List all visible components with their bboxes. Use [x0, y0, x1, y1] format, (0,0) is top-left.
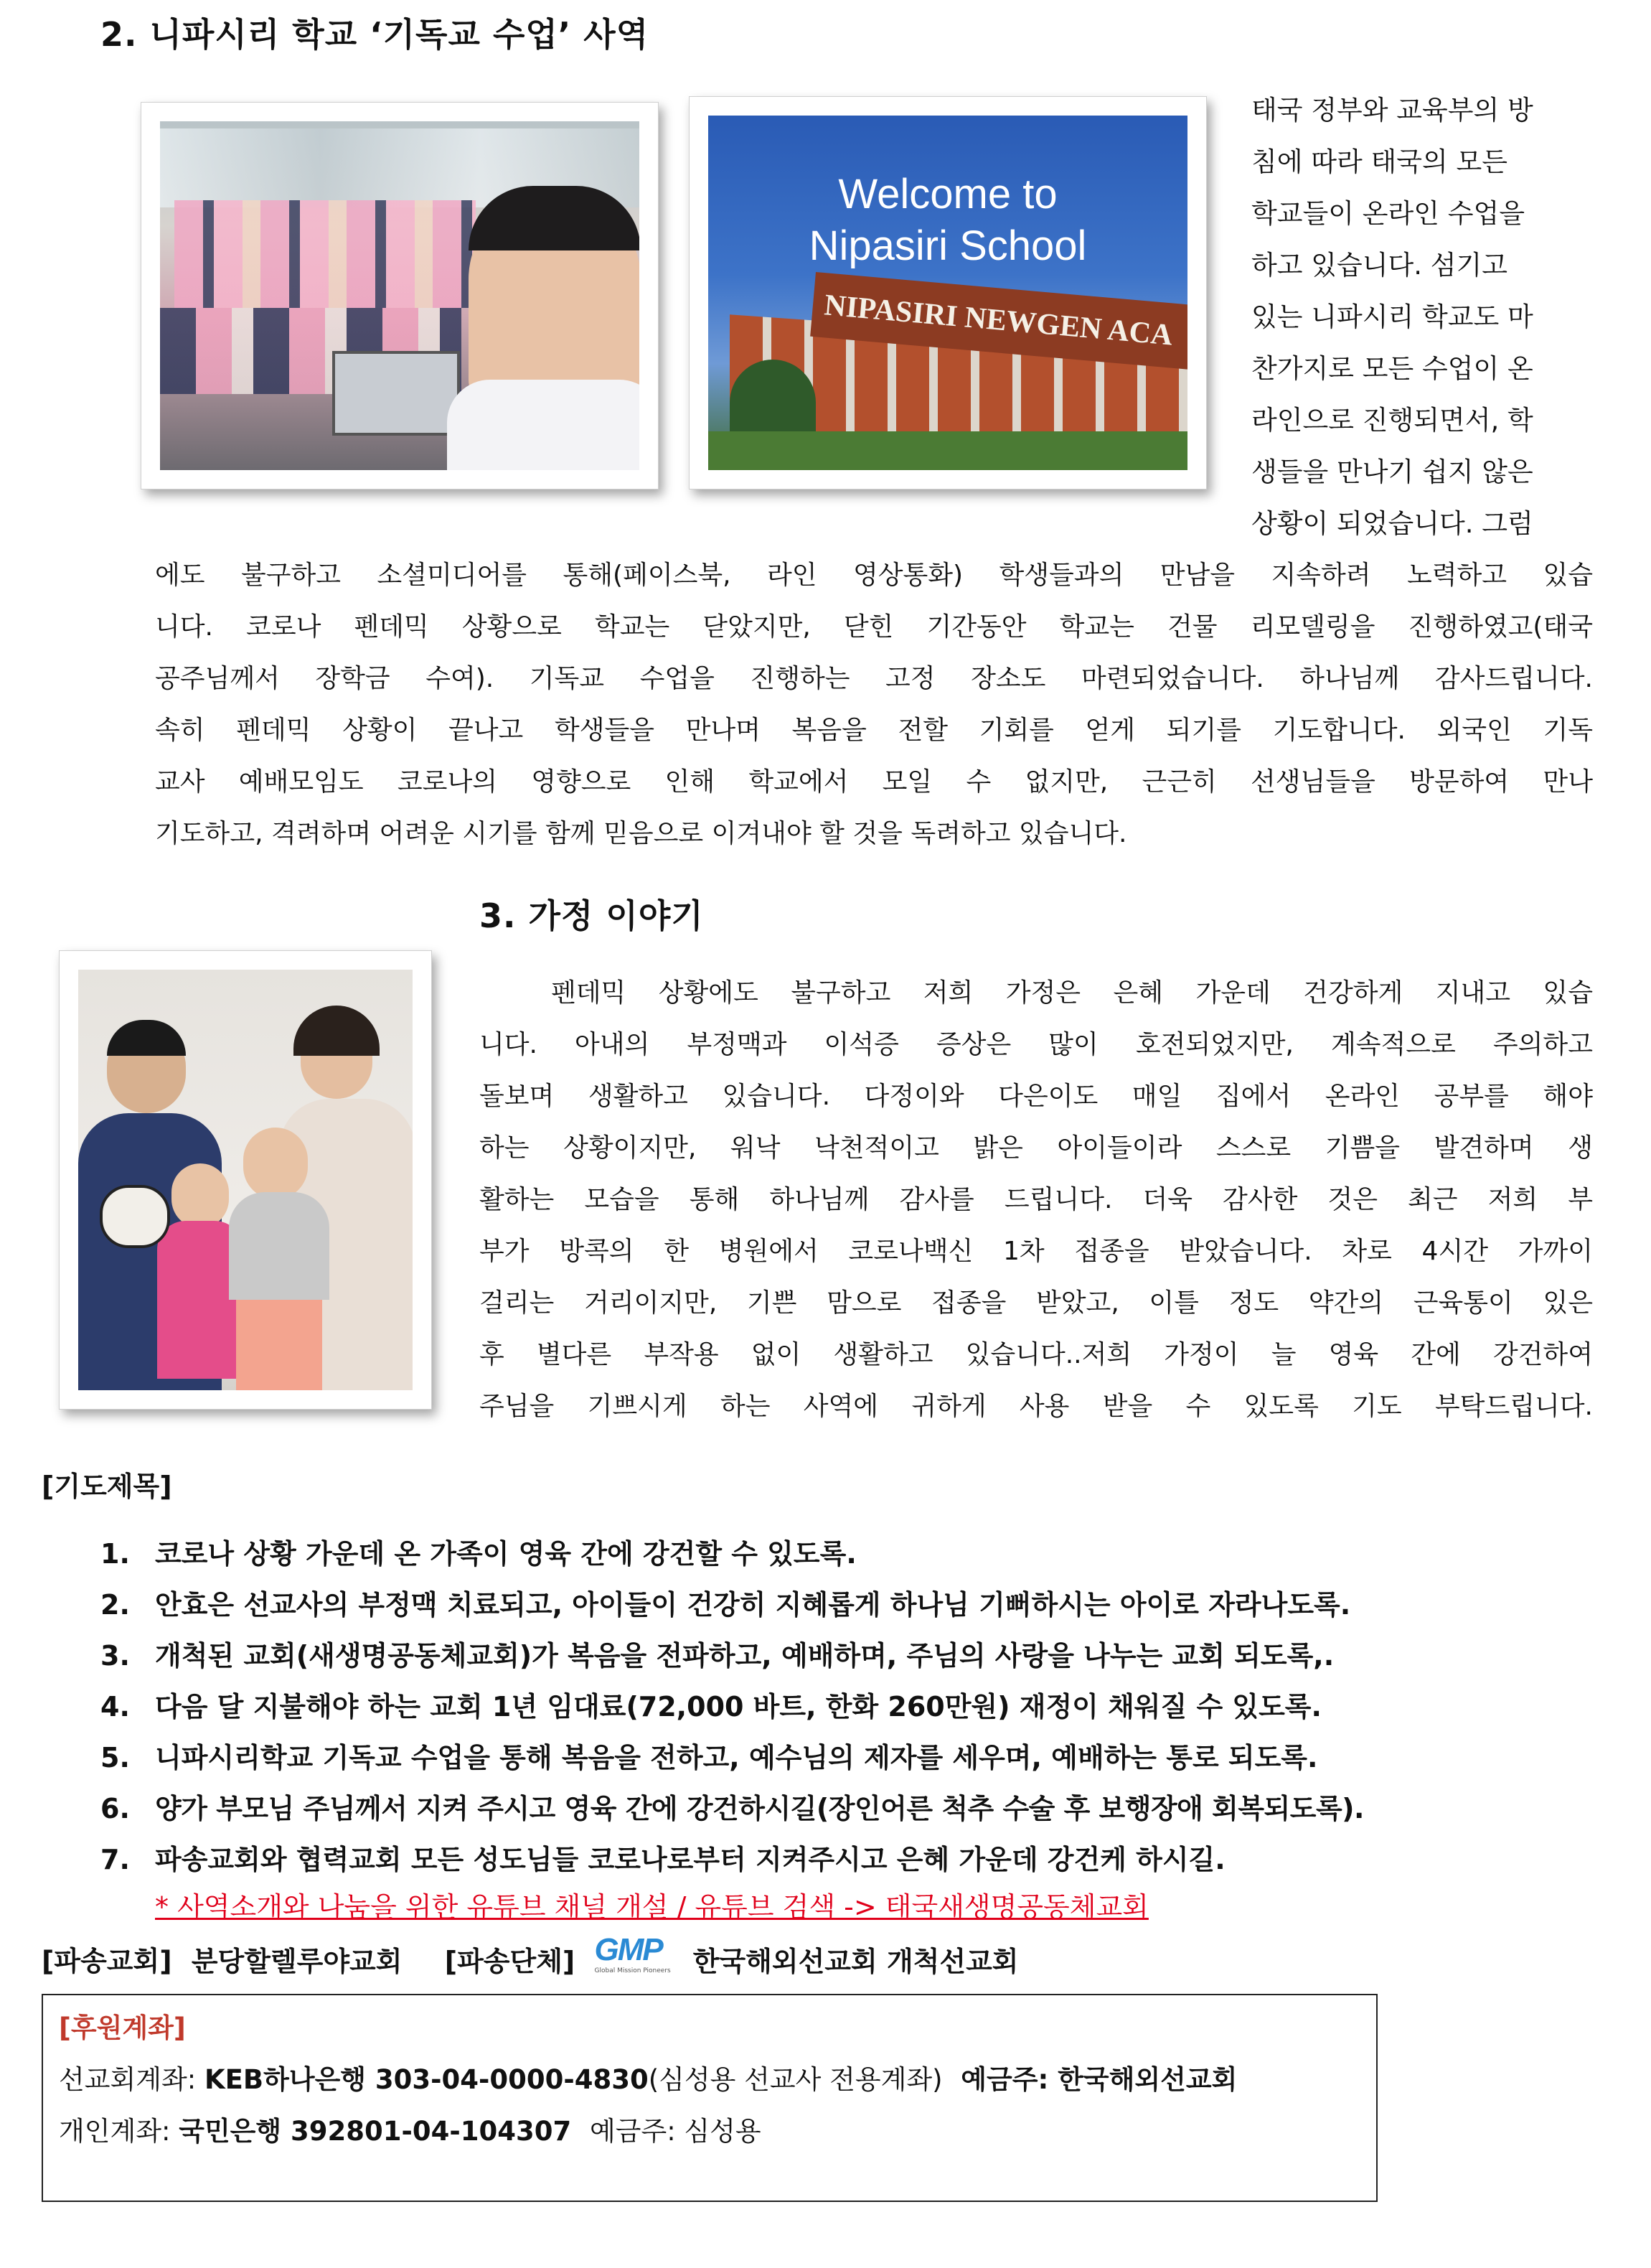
gmp-logo [594, 1932, 671, 1981]
text-line: 하고 있습니다. 섬기고 [1251, 250, 1507, 281]
prayer-item [100, 1529, 1607, 1580]
text-line: 속히 펜데믹 상황이 끝나고 학생들을 만나며 복음을 전할 기회를 얻게 되기를 기도합니다. 외국인 기독 [155, 716, 1593, 745]
text-line: 찬가지로 모든 수업이 온 [1251, 353, 1533, 384]
classroom-photo [141, 102, 659, 489]
text-line: 후 별다른 부작용 없이 생활하고 있습니다..저희 가정이 늘 영육 간에 강건하여 [479, 1340, 1593, 1369]
text-line: 교사 예배모임도 코로나의 영향으로 인해 학교에서 모일 수 없지만, 근근히 선생님들을 방문하여 만나 [155, 767, 1593, 797]
section3-heading: 3. 가정 이야기 [479, 896, 704, 935]
text-line: 침에 따라 태국의 모든 [1251, 146, 1507, 177]
section2-body [155, 550, 1593, 860]
prayer-text: 코로나 상황 가운데 온 가족이 영육 간에 강건할 수 있도록. [155, 1538, 857, 1570]
text-line: 있는 니파시리 학교도 마 [1251, 301, 1533, 332]
gmp-logo-text: GMP [594, 1932, 662, 1967]
text-line: 태국 정부와 교육부의 방 [1251, 95, 1533, 126]
prayer-title: [기도제목] [42, 1471, 172, 1502]
support-line-2 [59, 2106, 1360, 2157]
account1-holder: 예금주: 한국해외선교회 [961, 2064, 1238, 2095]
prayer-text: 개척된 교회(새생명공동체교회)가 복음을 전파하고, 예배하며, 주님의 사랑을 나누는 교회 되도록,. [155, 1640, 1335, 1672]
text-line: 라인으로 진행되면서, 학 [1251, 405, 1533, 436]
support-box [42, 1994, 1378, 2202]
prayer-text: 파송교회와 협력교회 모든 성도님들 코로나로부터 지켜주시고 은혜 가운데 강건케 하시길. [155, 1844, 1226, 1875]
account1-note: (심성용 선교사 전용계좌) [648, 2064, 943, 2095]
prayer-list [100, 1529, 1607, 1885]
account1-label: 선교회계좌: [59, 2064, 204, 2095]
account1-bank: KEB하나은행 303-04-0000-4830 [204, 2064, 649, 2095]
text-line: 에도 불구하고 소셜미디어를 통해(페이스북, 라인 영상통화) 학생들과의 만남을 지속하려 노력하고 있습 [155, 561, 1593, 590]
sending-church-label: [파송교회] [42, 1945, 172, 1977]
account2-label: 개인계좌: [59, 2116, 179, 2147]
youtube-note[interactable]: * 사역소개와 나눔을 위한 유튜브 채널 개설 / 유튜브 검색 -> 태국새생명공동체교회 [155, 1891, 1149, 1923]
prayer-item [100, 1580, 1607, 1631]
text-line: 하는 상황이지만, 워낙 낙천적이고 밝은 아이들이라 스스로 기쁨을 발견하며 생 [479, 1133, 1593, 1163]
prayer-item [100, 1631, 1607, 1682]
prayer-text: 양가 부모님 주님께서 지켜 주시고 영육 간에 강건하시길(장인어른 척추 수술 후 보행장애 회복되도록). [155, 1793, 1364, 1824]
text-line: 공주님께서 장학금 수여). 기독교 수업을 진행하는 고정 장소도 마련되었습니다. 하나님께 감사드립니다. [155, 664, 1593, 693]
text-line: 학교들이 온라인 수업을 [1251, 198, 1525, 229]
text-line: 기도하고, 격려하며 어려운 시기를 함께 믿음으로 이겨내야 할 것을 독려하고 있습니다. [155, 819, 1127, 848]
section2-side-text [1251, 85, 1593, 550]
sending-org: 한국해외선교회 개척선교회 [692, 1945, 1019, 1977]
account2-holder: 예금주: 심성용 [589, 2116, 761, 2147]
text-line: 활하는 모습을 통해 하나님께 감사를 드립니다. 더욱 감사한 것은 최근 저희 부 [479, 1185, 1593, 1214]
text-line: 돌보며 생활하고 있습니다. 다정이와 다은이도 매일 집에서 온라인 공부를 해야 [479, 1082, 1593, 1111]
account2-bank: 국민은행 392801-04-104307 [179, 2116, 572, 2147]
text-line: 펜데믹 상황에도 불구하고 저희 가정은 은혜 가운데 건강하게 지내고 있습 [551, 978, 1593, 1008]
prayer-num: 7. [100, 1844, 130, 1875]
building-name: NIPASIRI NEWGEN ACA [823, 289, 1175, 352]
gmp-logo-subtext: Global Mission Pioneers [594, 1967, 671, 1974]
text-line: 니다. 코로나 펜데믹 상황으로 학교는 닫았지만, 닫힌 기간동안 학교는 건물 리모델링을 진행하였고(태국 [155, 612, 1593, 642]
sending-line [42, 1932, 1019, 1982]
section2-heading: 2. 니파시리 학교 ‘기독교 수업’ 사역 [100, 15, 649, 54]
section3-body [479, 967, 1593, 1433]
text-line: 상황이 되었습니다. 그럼 [1251, 508, 1533, 539]
prayer-item [100, 1682, 1607, 1733]
sending-org-label: [파송단체] [444, 1945, 575, 1977]
welcome-sign-line2: Nipasiri School [809, 222, 1087, 269]
prayer-num: 6. [100, 1793, 130, 1824]
welcome-sign-line1: Welcome to [838, 171, 1058, 217]
prayer-num: 4. [100, 1691, 130, 1723]
text-line: 주님을 기쁘시게 하는 사역에 귀하게 사용 받을 수 있도록 기도 부탁드립니다. [479, 1392, 1593, 1421]
prayer-num: 3. [100, 1640, 130, 1672]
prayer-text: 안효은 선교사의 부정맥 치료되고, 아이들이 건강히 지혜롭게 하나님 기뻐하시는 아이로 자라나도록. [155, 1589, 1351, 1621]
prayer-item [100, 1834, 1607, 1885]
support-line-1 [59, 2054, 1360, 2106]
prayer-num: 1. [100, 1538, 130, 1570]
text-line: 니다. 아내의 부정맥과 이석증 증상은 많이 호전되었지만, 계속적으로 주의하고 [479, 1030, 1593, 1059]
support-title: [후원계좌] [59, 2012, 186, 2043]
text-line: 부가 방콕의 한 병원에서 코로나백신 1차 접종을 받았습니다. 차로 4시간 가까이 [479, 1237, 1593, 1266]
prayer-item [100, 1784, 1607, 1834]
text-line: 걸리는 거리이지만, 기쁜 맘으로 접종을 받았고, 이틀 정도 약간의 근육통이 있은 [479, 1288, 1593, 1318]
prayer-text: 다음 달 지불해야 하는 교회 1년 임대료(72,000 바트, 한화 260만원) 재정이 채워질 수 있도록. [155, 1691, 1322, 1723]
family-photo [59, 950, 432, 1410]
prayer-item [100, 1733, 1607, 1784]
prayer-num: 2. [100, 1589, 130, 1621]
prayer-text: 니파시리학교 기독교 수업을 통해 복음을 전하고, 예수님의 제자를 세우며, 예배하는 통로 되도록. [155, 1742, 1318, 1773]
text-line: 생들을 만나기 쉽지 않은 [1251, 456, 1533, 487]
sending-church: 분당할렐루야교회 [191, 1945, 403, 1977]
school-photo [689, 96, 1207, 489]
prayer-num: 5. [100, 1742, 130, 1773]
